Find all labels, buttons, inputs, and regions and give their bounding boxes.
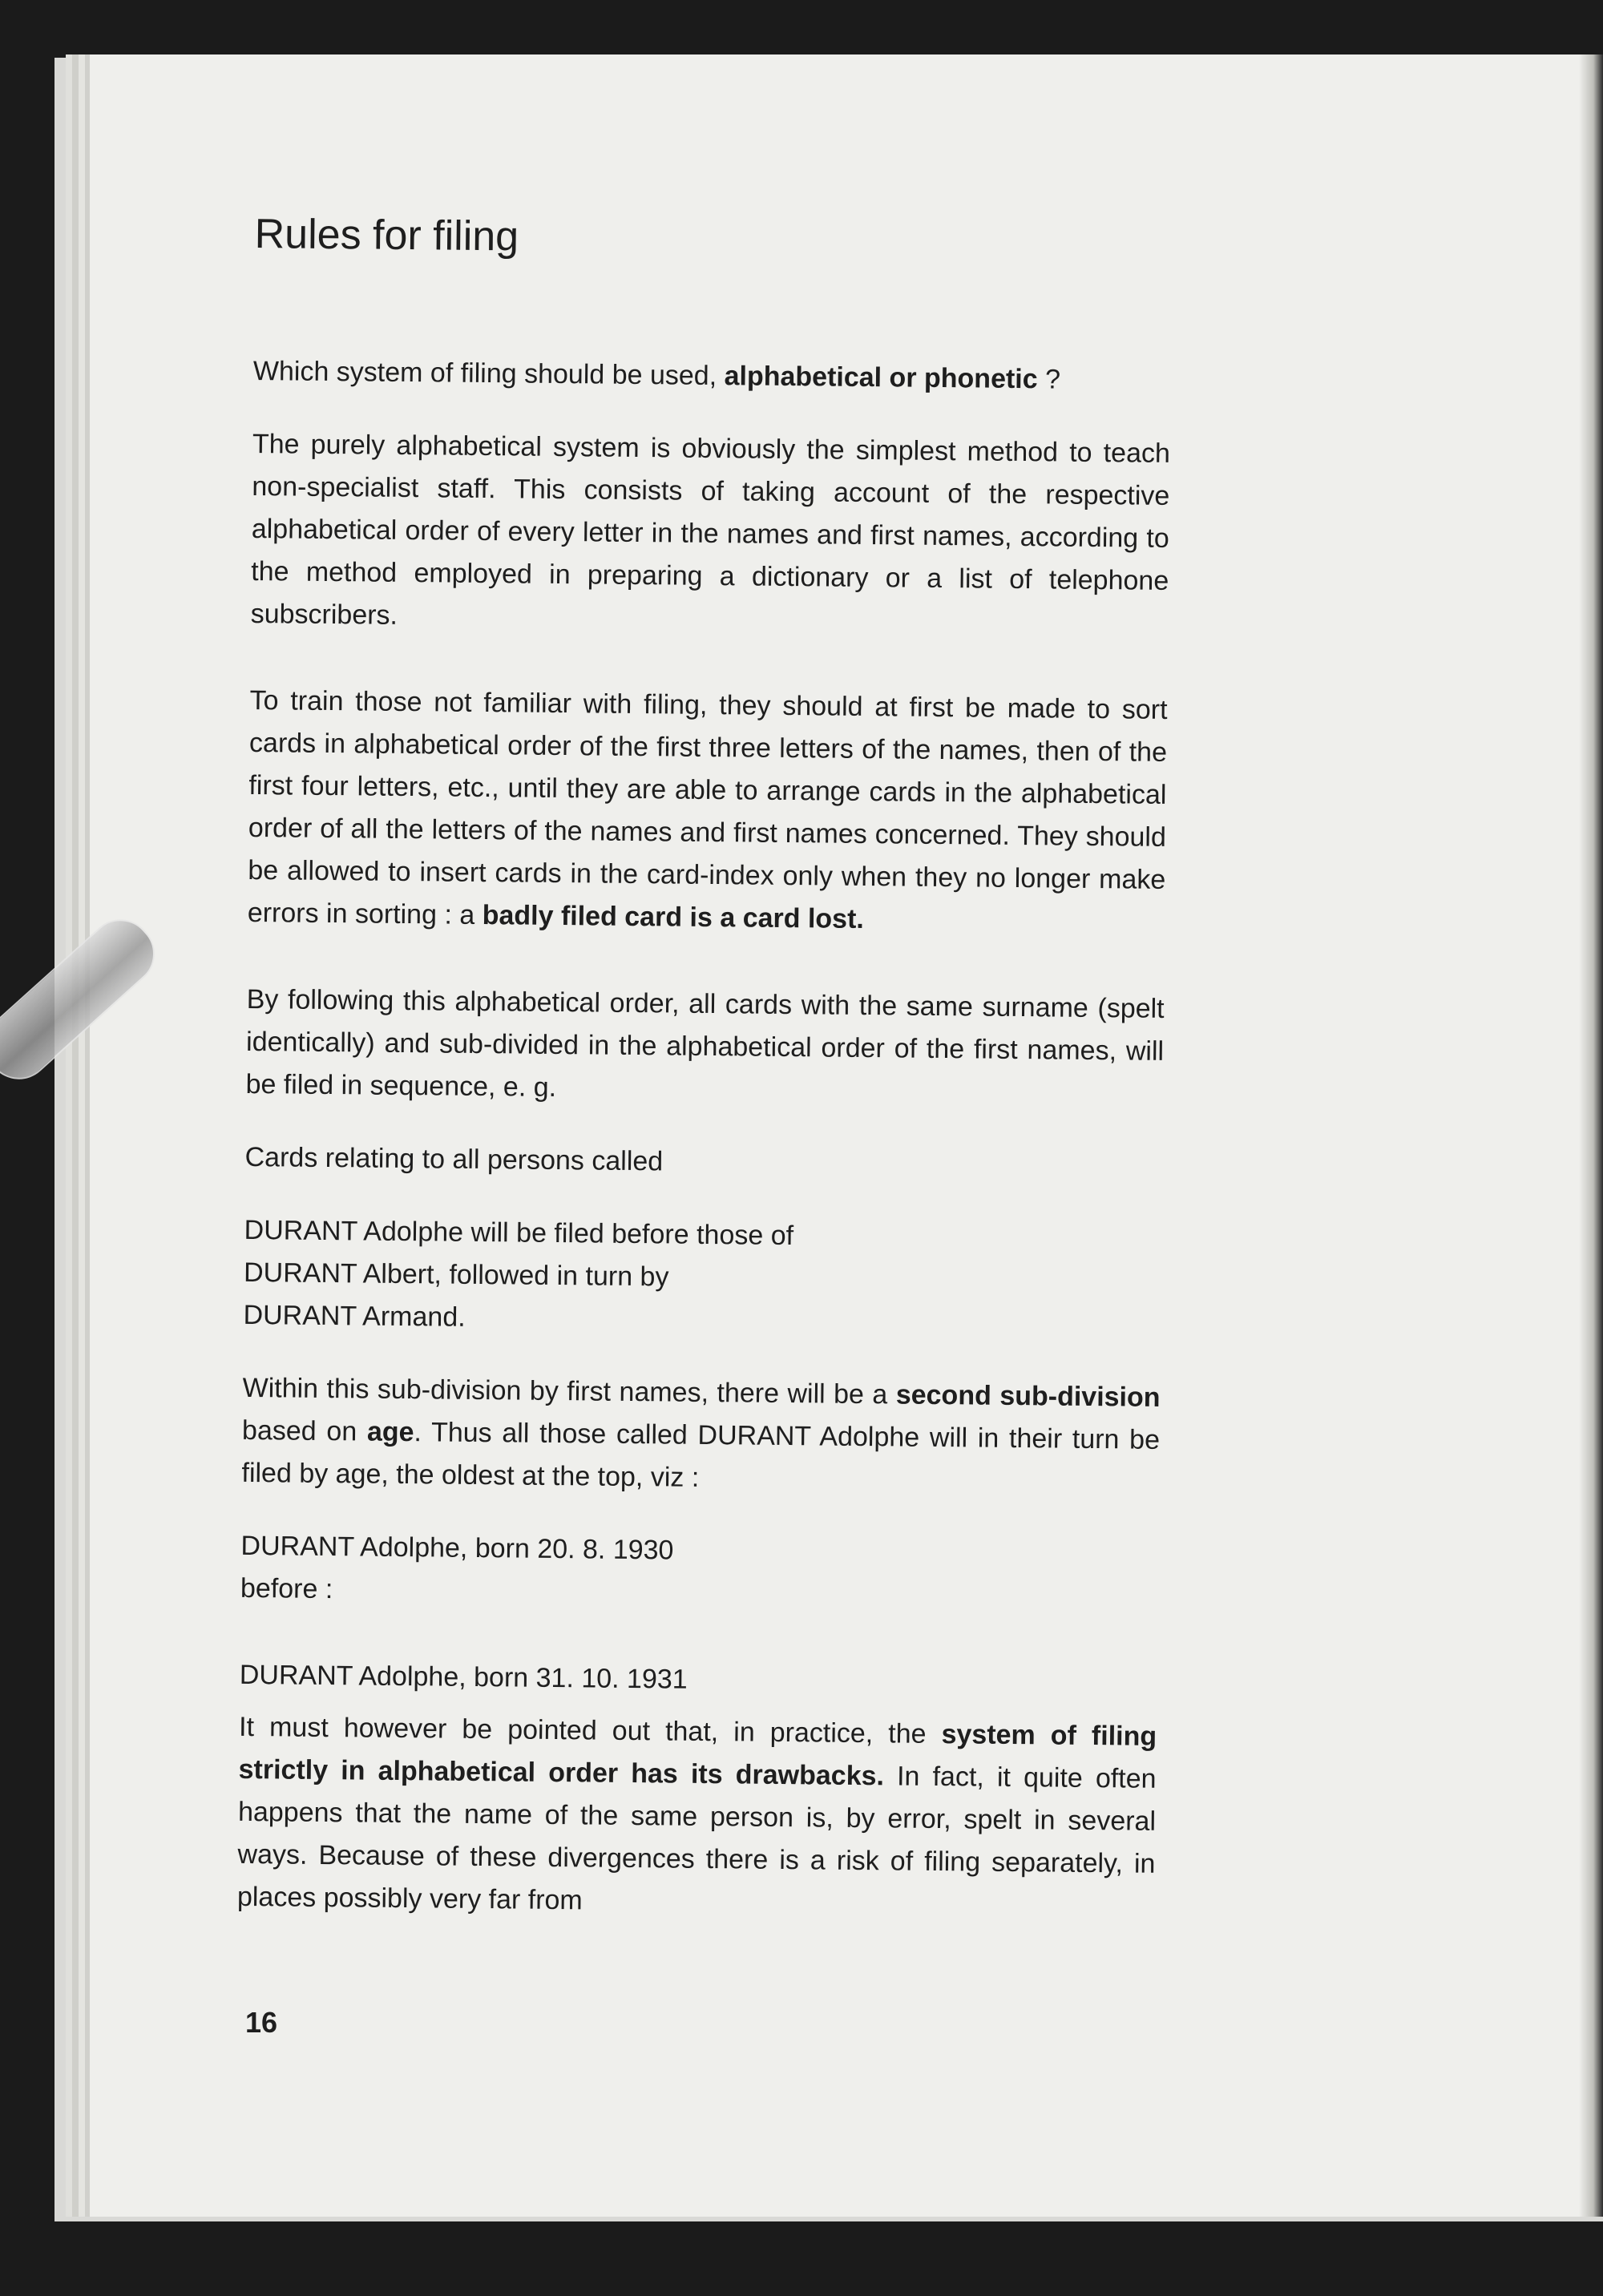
- book-gutter: [1579, 54, 1603, 2217]
- paragraph-age-subdivision: Within this sub-division by first names, there will be a second sub-division based on age. Thus all those called DURANT Adolphe will in their turn be filed by age, the oldest at the top, viz :: [241, 1372, 1161, 1493]
- page-number: 16: [245, 2006, 278, 2039]
- paragraph-training: To train those not familiar with filing, they should at first be made to sort cards in alphabetical order of the first three letters of the names, then of the first four letters, etc., until they are able to arrange cards in the alphabetical order of all the letters of the names and first names concerned. They should be allowed to insert cards in the card-index only when they no longer make errors in sorting : a badly filed card is a card lost.: [247, 684, 1168, 935]
- age-example-1-suffix: before :: [240, 1572, 333, 1605]
- example-line: DURANT Armand.: [243, 1299, 466, 1333]
- page-title: Rules for filing: [254, 210, 519, 260]
- example-line: DURANT Adolphe will be filed before those of: [244, 1214, 794, 1252]
- age-example-1: DURANT Adolphe, born 20. 8. 1930: [240, 1530, 674, 1566]
- example-line: DURANT Albert, followed in turn by: [243, 1257, 669, 1293]
- paragraph-sequence: By following this alphabetical order, all cards with the same surname (spelt identically) and sub-divided in the alphabetical order of the first names, will be filed in sequence, e. g.: [245, 983, 1165, 1103]
- page-content: [237, 210, 1173, 1928]
- paragraph-drawbacks: It must however be pointed out that, in practice, the system of filing strictly in alphabetical order has its drawbacks. In fact, it quite often happens that the name of the same person is, by error, spelt in several ways. Because of these divergences there is a risk of filing separately, in places possibly very far from: [236, 1711, 1157, 1916]
- paragraph-cards-relating: Cards relating to all persons called: [244, 1141, 664, 1177]
- example-list: [243, 1209, 1162, 1346]
- paragraph-question: Which system of filing should be used, alphabetical or phonetic ?: [252, 355, 1061, 395]
- paragraph-alphabetical-system: The purely alphabetical system is obviously the simplest method to teach non-specialist staff. This consists of taking account of the respective alphabetical order of every letter in the names and first names, according to the method employed in preparing a dictionary or a list of telephone subscribers.: [250, 428, 1171, 631]
- age-example-2: DURANT Adolphe, born 31. 10. 1931: [239, 1659, 688, 1695]
